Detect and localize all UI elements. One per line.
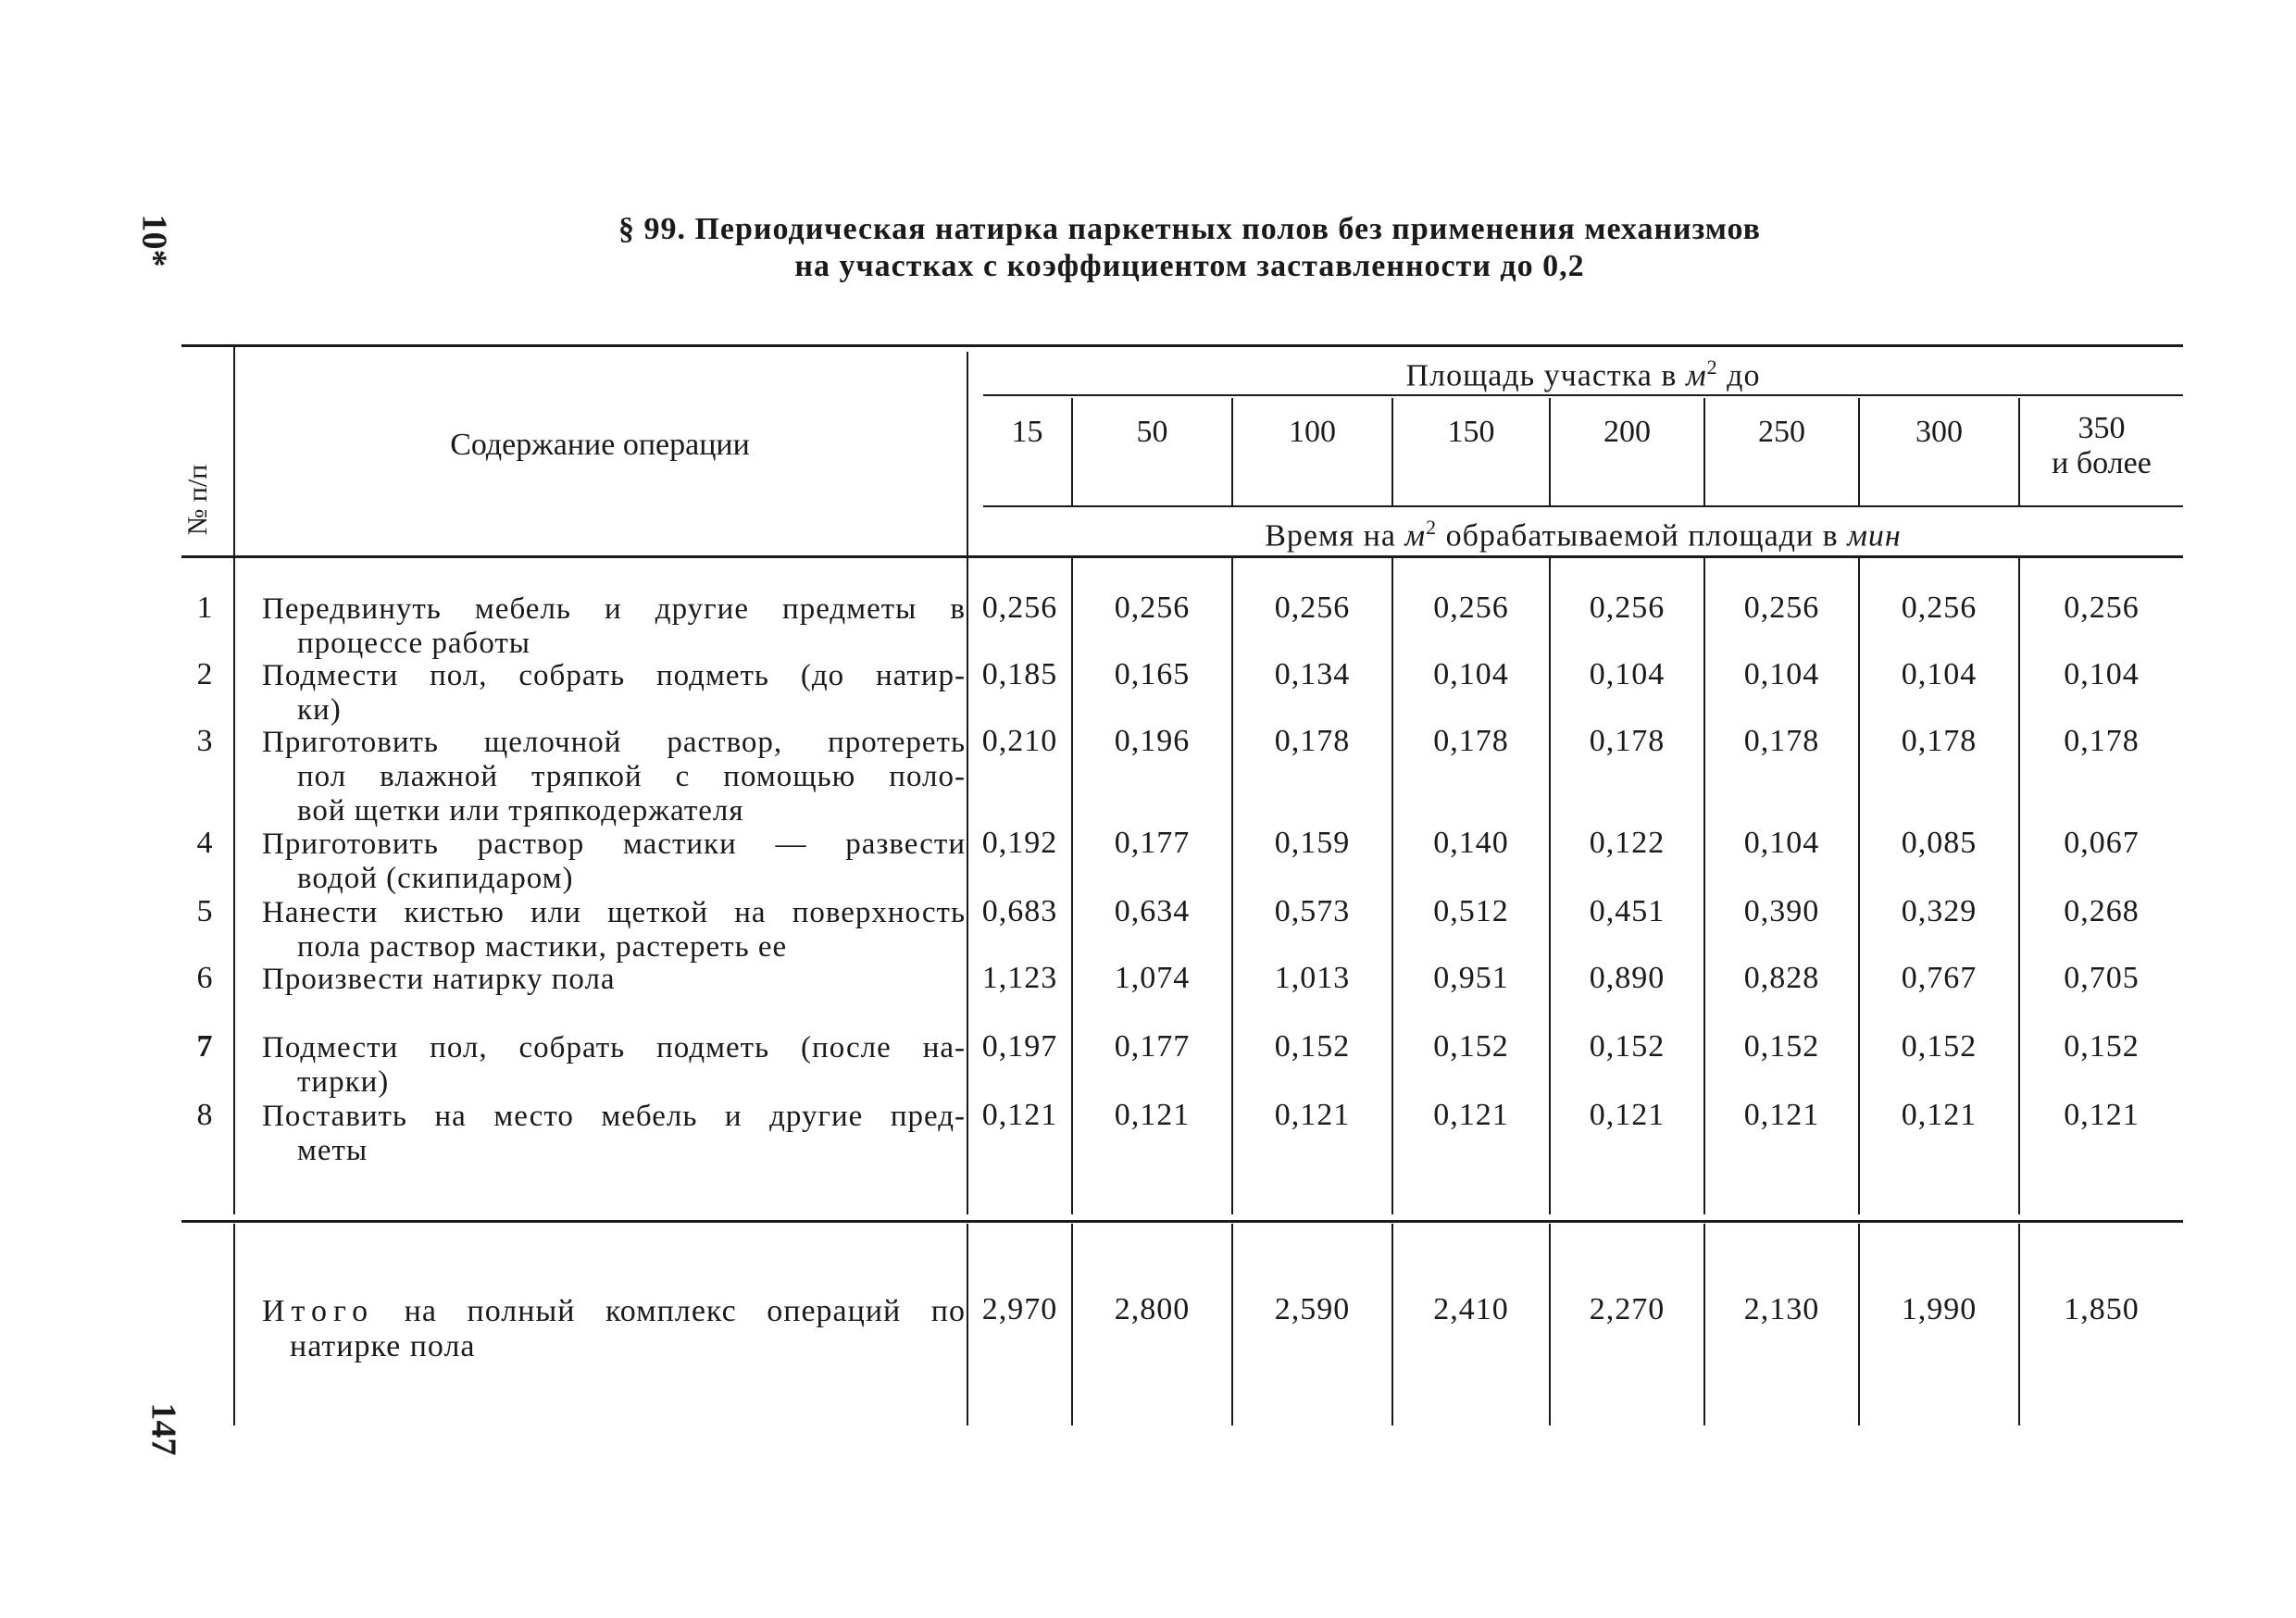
cell-value: 0,256	[1433, 591, 1509, 625]
cell-value: 0,210	[981, 724, 1058, 758]
row-number: 2	[196, 657, 213, 691]
area-header-suffix: до	[1717, 358, 1761, 393]
operation-line: ки)	[297, 693, 342, 727]
operation-text	[262, 963, 966, 997]
col-header-15: 15	[1011, 415, 1043, 449]
total-top-rule	[181, 1220, 2183, 1223]
cell-value: 0,256	[1901, 591, 1978, 625]
time-header-middle: обрабатываемой площади в	[1437, 518, 1848, 554]
operation-line: Приготовить щелочной раствор, протереть	[262, 726, 966, 759]
cell-value: 0,512	[1433, 894, 1509, 928]
cell-value: 0,329	[1901, 894, 1978, 928]
time-header-prefix: Время на	[1265, 518, 1405, 554]
cell-value: 0,104	[1901, 657, 1978, 691]
operation-line: Передвинуть мебель и другие предметы в	[262, 592, 966, 626]
header-bottom-rule	[181, 555, 2183, 558]
operation-line: Приготовить раствор мастики — развести	[262, 828, 966, 861]
cell-value: 0,121	[981, 1098, 1058, 1132]
cell-value: 0,178	[1589, 724, 1666, 758]
cell-value: 0,178	[1901, 724, 1978, 758]
row-number: 4	[196, 826, 213, 860]
cell-value: 0,196	[1114, 724, 1191, 758]
header-divider	[967, 352, 968, 557]
operation-line: Произвести натирку пола	[262, 963, 616, 996]
col-header-100: 100	[1289, 415, 1336, 449]
cell-value: 0,104	[1433, 657, 1509, 691]
operation-text	[262, 726, 966, 828]
col-header-150: 150	[1447, 415, 1495, 449]
cell-value: 0,152	[2064, 1029, 2140, 1064]
cell-value: 0,121	[1589, 1098, 1666, 1132]
time-header	[983, 516, 2183, 554]
cell-value: 1,074	[1114, 961, 1191, 995]
cell-value: 0,121	[1433, 1098, 1509, 1132]
row-number: 5	[196, 894, 213, 928]
total-value: 2,130	[1743, 1292, 1820, 1326]
cell-value: 0,573	[1274, 894, 1351, 928]
cell-value: 0,178	[1274, 724, 1351, 758]
cell-value: 0,256	[1589, 591, 1666, 625]
body-divider	[233, 557, 235, 1214]
cell-value: 0,104	[1743, 657, 1820, 691]
cell-value: 0,140	[1433, 826, 1509, 860]
row-number: 1	[196, 591, 213, 625]
operation-line: вой щетки или тряпкодержателя	[297, 794, 744, 828]
total-value: 2,800	[1114, 1292, 1191, 1326]
area-header	[983, 355, 2183, 393]
total-value: 1,850	[2064, 1292, 2140, 1326]
cell-value: 0,256	[2064, 591, 2140, 625]
operation-line: водой (скипидаром)	[297, 862, 574, 895]
cell-value: 1,013	[1274, 961, 1351, 995]
cell-value: 0,890	[1589, 961, 1666, 995]
col-header-350-line1: 350	[2078, 411, 2126, 445]
operation-line: Подмести пол, собрать подметь (после на-	[262, 1031, 966, 1064]
cell-value: 0,178	[2064, 724, 2140, 758]
col-header-350	[2020, 411, 2183, 481]
col-header-350-line2: и более	[2052, 446, 2152, 480]
cell-value: 0,390	[1743, 894, 1820, 928]
cell-value: 0,121	[1901, 1098, 1978, 1132]
total-label-word: Итого	[262, 1294, 375, 1328]
operation-text	[262, 1031, 966, 1100]
time-unit: м	[1404, 518, 1427, 554]
cell-value: 0,122	[1589, 826, 1666, 860]
cell-value: 0,121	[1743, 1098, 1820, 1132]
col-header-250: 250	[1758, 415, 1805, 449]
operation-text	[262, 828, 966, 896]
operation-line: Нанести кистью или щеткой на поверхность	[262, 896, 966, 929]
total-divider	[233, 1224, 235, 1425]
row-number-header: № п/п	[182, 464, 213, 536]
columns-rule	[983, 505, 2183, 507]
cell-value: 0,256	[981, 591, 1058, 625]
col-header-200: 200	[1603, 415, 1651, 449]
total-value: 2,970	[981, 1292, 1058, 1326]
cell-value: 0,951	[1433, 961, 1509, 995]
total-label	[262, 1294, 966, 1364]
cell-value: 0,268	[2064, 894, 2140, 928]
cell-value: 0,152	[1433, 1029, 1509, 1064]
row-number: 7	[196, 1029, 213, 1064]
total-value: 1,990	[1901, 1292, 1978, 1326]
area-unit-exponent: 2	[1706, 355, 1718, 379]
cell-value: 1,123	[981, 961, 1058, 995]
operation-header: Содержание операции	[450, 428, 750, 462]
operation-line: пол влажной тряпкой с помощью поло-	[297, 760, 966, 793]
cell-value: 0,178	[1743, 724, 1820, 758]
cell-value: 0,152	[1743, 1029, 1820, 1064]
operation-text	[262, 592, 966, 661]
cell-value: 0,152	[1901, 1029, 1978, 1064]
sheet-mark: 10*	[134, 214, 174, 268]
total-value: 2,270	[1589, 1292, 1666, 1326]
cell-value: 0,177	[1114, 1029, 1191, 1064]
cell-value: 0,121	[1274, 1098, 1351, 1132]
cell-value: 0,705	[2064, 961, 2140, 995]
cell-value: 0,152	[1589, 1029, 1666, 1064]
cell-value: 0,152	[1274, 1029, 1351, 1064]
cell-value: 0,085	[1901, 826, 1978, 860]
cell-value: 0,134	[1274, 657, 1351, 691]
total-value: 2,590	[1274, 1292, 1351, 1326]
total-label-rest: на полный комплекс операций по	[374, 1294, 966, 1328]
cell-value: 0,165	[1114, 657, 1191, 691]
col-header-300: 300	[1915, 415, 1963, 449]
cell-value: 0,828	[1743, 961, 1820, 995]
title-line-1: § 99. Периодическая натирка паркетных полов без применения механизмов	[618, 212, 1762, 246]
time-header-unit: мин	[1847, 518, 1902, 554]
total-value: 2,410	[1433, 1292, 1509, 1326]
operation-line: тирки)	[297, 1065, 390, 1099]
area-header-rule	[983, 394, 2183, 396]
row-number: 3	[196, 724, 213, 758]
operation-line: меты	[297, 1134, 368, 1167]
title-line-2: на участках с коэффициентом заставленности до 0,2	[794, 249, 1585, 283]
area-header-prefix: Площадь участка в	[1405, 358, 1686, 393]
operation-line: Поставить на место мебель и другие пред-	[262, 1100, 966, 1133]
cell-value: 0,256	[1743, 591, 1820, 625]
cell-value: 0,256	[1114, 591, 1191, 625]
cell-value: 0,159	[1274, 826, 1351, 860]
cell-value: 0,104	[1743, 826, 1820, 860]
row-number: 6	[196, 961, 213, 995]
operation-line: Подмести пол, собрать подметь (до натир-	[262, 659, 966, 692]
cell-value: 0,192	[981, 826, 1058, 860]
table-top-rule	[181, 344, 2183, 347]
cell-value: 0,451	[1589, 894, 1666, 928]
cell-value: 0,121	[1114, 1098, 1191, 1132]
col-header-50: 50	[1136, 415, 1168, 449]
operation-text	[262, 659, 966, 728]
cell-value: 0,104	[2064, 657, 2140, 691]
row-number: 8	[196, 1098, 213, 1132]
cell-value: 0,256	[1274, 591, 1351, 625]
operation-line: процессе работы	[297, 627, 530, 660]
time-unit-exponent: 2	[1426, 516, 1438, 539]
cell-value: 0,104	[1589, 657, 1666, 691]
operation-text	[262, 896, 966, 965]
cell-value: 0,767	[1901, 961, 1978, 995]
cell-value: 0,178	[1433, 724, 1509, 758]
page-number: 147	[144, 1402, 183, 1456]
area-unit: м	[1685, 358, 1707, 393]
cell-value: 0,683	[981, 894, 1058, 928]
section-title	[0, 211, 2296, 285]
cell-value: 0,177	[1114, 826, 1191, 860]
cell-value: 0,634	[1114, 894, 1191, 928]
cell-value: 0,197	[981, 1029, 1058, 1064]
cell-value: 0,121	[2064, 1098, 2140, 1132]
total-label-line2: натирке пола	[290, 1329, 476, 1363]
cell-value: 0,185	[981, 657, 1058, 691]
operation-line: пола раствор мастики, растереть ее	[297, 930, 788, 964]
operation-text	[262, 1100, 966, 1168]
cell-value: 0,067	[2064, 826, 2140, 860]
